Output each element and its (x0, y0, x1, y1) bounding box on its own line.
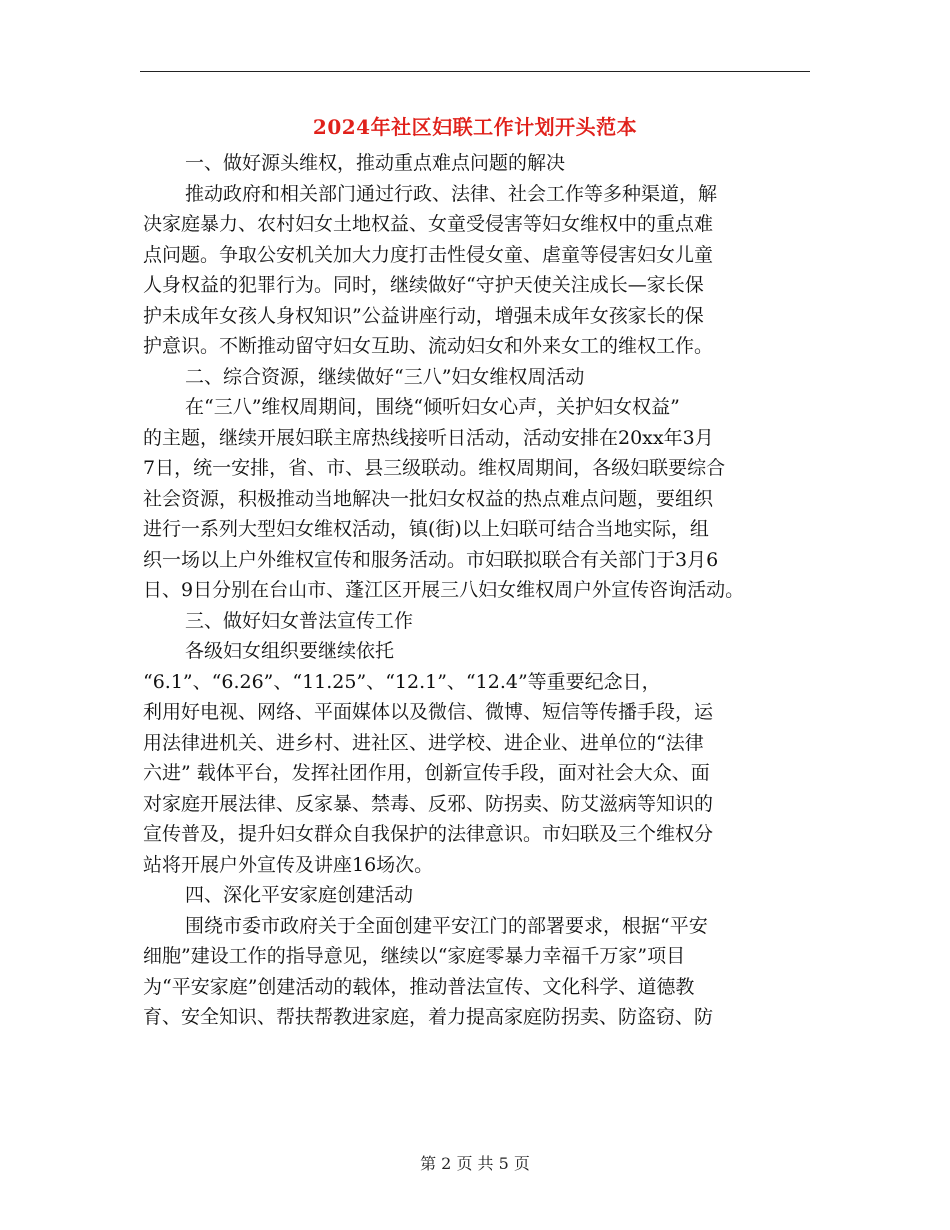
header-rule (140, 71, 810, 72)
body-line: 为“平安家庭”创建活动的载体，推动普法宣传、文化科学、道德教 (143, 975, 695, 998)
body-line: 利用好电视、网络、平面媒体以及微信、微博、短信等传播手段，运 (143, 701, 714, 723)
body-line: 点问题。争取公安机关加大力度打击性侵女童、虐童等侵害妇女儿童 (143, 243, 714, 266)
body-line: 决家庭暴力、农村妇女土地权益、女童受侵害等妇女维权中的重点难 (143, 213, 714, 235)
body-line: 宣传普及，提升妇女群众自我保护的法律意识。市妇联及三个维权分 (143, 823, 714, 845)
body-line: 进行一系列大型妇女维权活动，镇(街)以上妇联可结合当地实际，组 (143, 518, 709, 540)
body-line: 日、9日分别在台山市、蓬江区开展三八妇女维权周户外宣传咨询活动。 (143, 579, 745, 601)
body-line: 细胞”建设工作的指导意见，继续以“家庭零暴力幸福千万家”项目 (143, 945, 686, 967)
body-line: 二、综合资源，继续做好“三八”妇女维权周活动 (185, 365, 585, 388)
body-line: 护意识。不断推动留守妇女互助、流动妇女和外来女工的维权工作。 (143, 335, 714, 357)
body-line: 围绕市委市政府关于全面创建平安江门的部署要求，根据“平安 (185, 914, 708, 937)
document-body (143, 148, 813, 1033)
body-line: 的主题，继续开展妇联主席热线接听日活动，活动安排在20xx年3月 (143, 426, 714, 449)
body-line: 在“三八”维权周期间，围绕“倾听妇女心声，关护妇女权益” (185, 396, 680, 418)
body-line: 三、做好妇女普法宣传工作 (185, 609, 414, 632)
body-line: “6.1”、“6.26”、“11.25”、“12.1”、“12.4”等重要纪念日， (143, 670, 661, 693)
body-line: 育、安全知识、帮扶帮教进家庭，着力提高家庭防拐卖、防盗窃、防 (143, 1006, 714, 1028)
body-line: 站将开展户外宣传及讲座16场次。 (143, 853, 434, 876)
document-title: 2024年社区妇联工作计划开头范本 (312, 115, 638, 139)
body-line: 对家庭开展法律、反家暴、禁毒、反邪、防拐卖、防艾滋病等知识的 (143, 792, 714, 815)
body-line: 四、深化平安家庭创建活动 (185, 884, 414, 906)
body-line: 六进” 载体平台，发挥社团作用，创新宣传手段，面对社会大众、面 (143, 762, 710, 784)
body-line: 一、做好源头维权，推动重点难点问题的解决 (185, 152, 566, 174)
body-line: 织一场以上户外维权宣传和服务活动。市妇联拟联合有关部门于3月6 (143, 548, 719, 571)
body-line: 用法律进机关、进乡村、进社区、进学校、进企业、进单位的“法律 (143, 731, 704, 754)
page-number-footer: 第 2 页 共 5 页 (420, 1154, 530, 1173)
body-line: 人身权益的犯罪行为。同时，继续做好“守护天使关注成长—家长保 (143, 274, 704, 296)
body-line: 7日，统一安排，省、市、县三级联动。维权周期间，各级妇联要综合 (143, 457, 726, 479)
body-line: 推动政府和相关部门通过行政、法律、社会工作等多种渠道，解 (185, 182, 718, 205)
body-line: 社会资源，积极推动当地解决一批妇女权益的热点难点问题，要组织 (143, 487, 714, 510)
body-line: 各级妇女组织要继续依托 (185, 640, 395, 662)
body-line: 护未成年女孩人身权知识”公益讲座行动，增强未成年女孩家长的保 (143, 304, 704, 327)
